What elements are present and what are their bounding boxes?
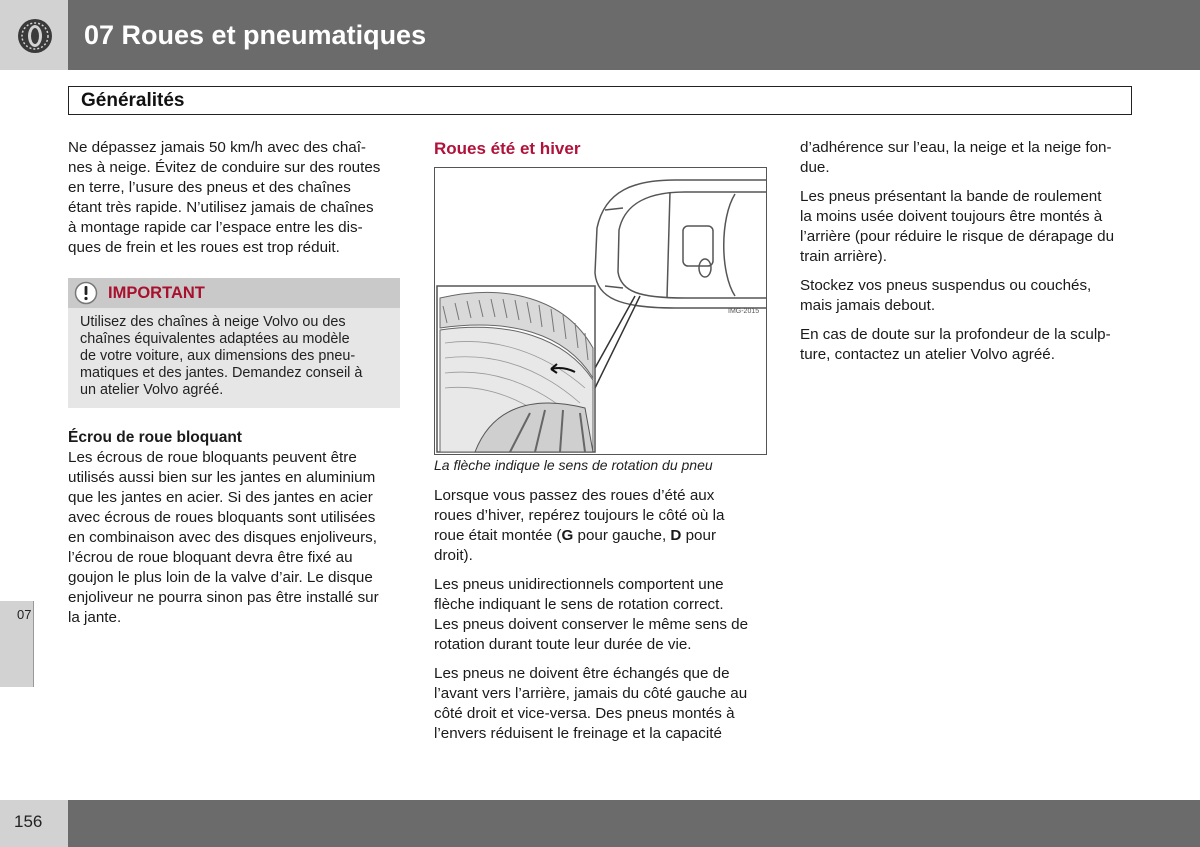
important-title: IMPORTANT: [108, 284, 205, 302]
text-line: avec écrous de roues bloquants sont utilisées: [68, 509, 376, 526]
text-line: l’écrou de roue bloquant devra être fixé au: [68, 549, 353, 566]
text-line: En cas de doute sur la profondeur de la sculp-: [800, 326, 1111, 343]
column-2-text: [434, 486, 766, 753]
text-line: en terre, l’usure des pneus et des chaînes: [68, 179, 351, 196]
text-line: d’adhérence sur l’eau, la neige et la neige fon-: [800, 139, 1112, 156]
figure-caption: La flèche indique le sens de rotation du pneu: [434, 457, 713, 473]
text-line: ture, contactez un atelier Volvo agréé.: [800, 346, 1055, 363]
paragraph: [800, 276, 1132, 316]
car-tire-illustration: [435, 168, 766, 454]
section-title-box: [68, 86, 1132, 115]
text-line: matiques et des jantes. Demandez conseil à: [80, 365, 363, 381]
text-line: Lorsque vous passez des roues d’été aux: [434, 487, 715, 504]
paragraph: [800, 187, 1132, 267]
important-text: [80, 314, 392, 399]
text-line: Stockez vos pneus suspendus ou couchés,: [800, 277, 1092, 294]
text-line: de votre voiture, aux dimensions des pneu-: [80, 348, 356, 364]
text-line: Les pneus présentant la bande de roulement: [800, 188, 1102, 205]
column-3-text: [800, 138, 1132, 374]
text-line: due.: [800, 159, 830, 176]
text-line: étant très rapide. N’utilisez jamais de chaînes: [68, 199, 374, 216]
paragraph: [434, 486, 766, 566]
section-title: Généralités: [81, 90, 185, 111]
chapter-icon-box: [0, 0, 68, 70]
text-line: droit).: [434, 547, 473, 564]
text-line: à montage rapide car l’espace entre les dis-: [68, 219, 363, 236]
text-line: Les pneus doivent conserver le même sens de: [434, 616, 749, 633]
text-fragment: pour gauche,: [573, 527, 671, 544]
text-line: Ne dépassez jamais 50 km/h avec des chaî-: [68, 139, 366, 156]
chapter-title: 07 Roues et pneumatiques: [84, 20, 427, 50]
text-fragment: pour: [681, 527, 717, 544]
column-1-intro: [68, 138, 400, 258]
text-line: l’avant vers l’arrière, jamais du côté gauche au: [434, 685, 748, 702]
seasonal-wheels-heading: Roues été et hiver: [434, 139, 581, 158]
text-line: ques de frein et les roues est trop réduit.: [68, 239, 340, 256]
text-line: Les écrous de roue bloquants peuvent être: [68, 449, 357, 466]
paragraph: [434, 664, 766, 744]
page-footer: [0, 800, 1200, 847]
text-line: chaînes équivalentes adaptées au modèle: [80, 331, 350, 347]
text-line: l’arrière (pour réduire le risque de dérapage du: [800, 228, 1115, 245]
paragraph: [800, 138, 1132, 178]
text-line: goujon le plus loin de la valve d’air. Le disque: [68, 569, 373, 586]
figure-label: IMG-2015: [728, 308, 760, 315]
text-line: la moins usée doivent toujours être montés à: [800, 208, 1103, 225]
text-line: côté droit et vice-versa. Des pneus montés à: [434, 705, 735, 722]
bold-letter-d: D: [670, 527, 682, 544]
chapter-side-tab: [0, 601, 34, 687]
tire-rotation-figure: [434, 167, 767, 455]
text-line: l’envers réduisent le freinage et la capacité: [434, 725, 722, 742]
paragraph: [434, 575, 766, 655]
text-line: mais jamais debout.: [800, 297, 936, 314]
tire-icon: [17, 18, 53, 54]
bold-letter-g: G: [561, 527, 574, 544]
lock-nut-text: [68, 448, 400, 628]
text-line: flèche indiquant le sens de rotation correct.: [434, 596, 724, 613]
text-line: train arrière).: [800, 248, 887, 265]
page-number: 156: [14, 812, 43, 831]
text-line: un atelier Volvo agréé.: [80, 382, 224, 398]
important-header: [68, 278, 400, 308]
text-line: utilisés aussi bien sur les jantes en aluminium: [68, 469, 376, 486]
warning-icon: [73, 281, 99, 305]
important-notice: [68, 278, 400, 408]
side-tab-label: 07: [17, 607, 32, 622]
lock-nut-heading: Écrou de roue bloquant: [68, 429, 242, 446]
text-line: enjoliveur ne pourra sinon pas être installé sur: [68, 589, 379, 606]
text-line: Les pneus unidirectionnels comportent une: [434, 576, 724, 593]
paragraph: [800, 325, 1132, 365]
text-line: roue était montée (: [434, 527, 562, 544]
text-line: Utilisez des chaînes à neige Volvo ou des: [80, 314, 346, 330]
text-line: roues d’hiver, repérez toujours le côté où la: [434, 507, 725, 524]
text-line: rotation durant toute leur durée de vie.: [434, 636, 692, 653]
text-line: en combinaison avec des disques enjoliveurs,: [68, 529, 377, 546]
text-line: Les pneus ne doivent être échangés que de: [434, 665, 730, 682]
text-line: que les jantes en acier. Si des jantes en acier: [68, 489, 373, 506]
text-line: la jante.: [68, 609, 122, 626]
text-line: nes à neige. Évitez de conduire sur des routes: [68, 159, 381, 176]
